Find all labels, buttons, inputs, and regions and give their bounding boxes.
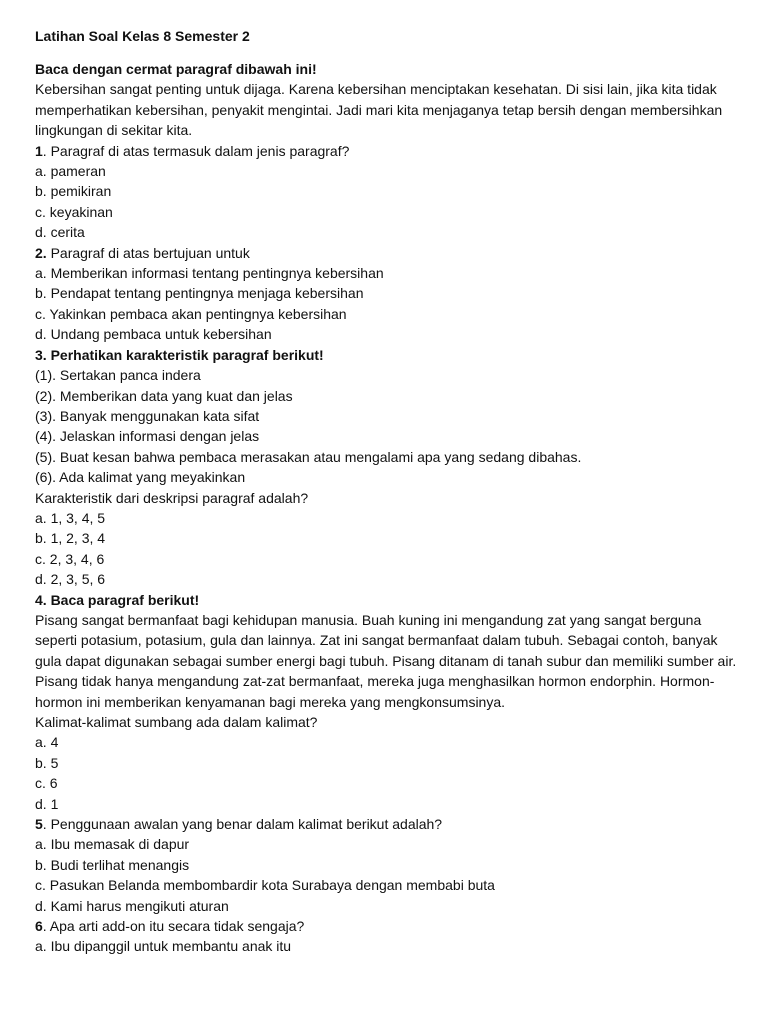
option: a. 1, 3, 4, 5 [35, 509, 106, 526]
option: d. Undang pembaca untuk kebersihan [35, 326, 272, 343]
option: c. 6 [35, 775, 58, 792]
option: a. Ibu dipanggil untuk membantu anak itu [35, 938, 292, 955]
document-title: Latihan Soal Kelas 8 Semester 2 [35, 28, 250, 44]
question-3-prompt: Karakteristik dari deskripsi paragraf adalah? [35, 489, 309, 506]
question-text: . Perhatikan karakteristik paragraf berikut! [42, 346, 324, 363]
option: b. Pendapat tentang pentingnya menjaga kebersihan [35, 285, 364, 302]
question-4 [35, 590, 745, 610]
question-text: Paragraf di atas bertujuan untuk [46, 244, 250, 261]
option: b. pemikiran [35, 183, 112, 200]
option: d. 2, 3, 5, 6 [35, 571, 106, 588]
document-page [35, 26, 745, 957]
characteristic-item: (1). Sertakan panca indera [35, 367, 201, 384]
question-text: . Penggunaan awalan yang benar dalam kalimat berikut adalah? [42, 816, 443, 833]
option: b. Budi terlihat menangis [35, 856, 190, 873]
option: b. 1, 2, 3, 4 [35, 530, 106, 547]
passage-1: Kebersihan sangat penting untuk dijaga. Karena kebersihan menciptakan kesehatan. Di sisi lain, jika kita tidak memperhatikan kebersihan, penyakit mengintai. Jadi mari kita menjaganya tetap bersih dengan membersihkan lingkungan di sekitar kita. [35, 81, 723, 139]
question-number: 3 [35, 346, 43, 363]
characteristic-item: (3). Banyak menggunakan kata sifat [35, 407, 260, 424]
option: c. 2, 3, 4, 6 [35, 550, 105, 567]
question-number: 4 [35, 591, 43, 608]
option: d. 1 [35, 795, 59, 812]
characteristic-item: (6). Ada kalimat yang meyakinkan [35, 469, 246, 486]
question-number: 6 [35, 918, 43, 935]
option: c. Yakinkan pembaca akan pentingnya kebersihan [35, 305, 347, 322]
question-text: . Apa arti add-on itu secara tidak sengaja? [42, 918, 305, 935]
option: a. Ibu memasak di dapur [35, 836, 190, 853]
question-3 [35, 345, 745, 365]
question-number: 2. [35, 244, 47, 261]
option: d. cerita [35, 224, 85, 241]
option: c. keyakinan [35, 203, 113, 220]
question-number: 1 [35, 142, 43, 159]
instruction: Baca dengan cermat paragraf dibawah ini! [35, 61, 317, 77]
question-2 [35, 243, 745, 263]
option: a. 4 [35, 734, 59, 751]
question-1 [35, 141, 745, 161]
option: a. pameran [35, 163, 106, 180]
characteristic-item: (5). Buat kesan bahwa pembaca merasakan atau mengalami apa yang sedang dibahas. [35, 448, 582, 465]
characteristic-item: (2). Memberikan data yang kuat dan jelas [35, 387, 293, 404]
question-text: . Paragraf di atas termasuk dalam jenis paragraf? [42, 142, 350, 159]
option: a. Memberikan informasi tentang pentingnya kebersihan [35, 265, 384, 282]
option: d. Kami harus mengikuti aturan [35, 897, 229, 914]
question-6 [35, 916, 745, 936]
passage-2: Pisang sangat bermanfaat bagi kehidupan manusia. Buah kuning ini mengandung zat yang sangat berguna seperti potasium, potasium, gula dan lainnya. Zat ini sangat bermanfaat dalam tubuh. Sebagai contoh, banyak gula dapat digunakan sebagai sumber energi bagi tubuh. Pisang ditanam di tanah subur dan memiliki sumber air. Pisang tidak hanya mengandung zat-zat bermanfaat, mereka juga menghasilkan hormon endorphin. Hormon-hormon ini memberikan kenyamanan bagi mereka yang mengkonsumsinya. [35, 611, 737, 710]
option: b. 5 [35, 754, 59, 771]
characteristic-item: (4). Jelaskan informasi dengan jelas [35, 428, 260, 445]
option: c. Pasukan Belanda membombardir kota Surabaya dengan membabi buta [35, 877, 495, 894]
question-5 [35, 814, 745, 834]
question-number: 5 [35, 816, 43, 833]
question-text: . Baca paragraf berikut! [42, 591, 200, 608]
question-4-prompt: Kalimat-kalimat sumbang ada dalam kalimat? [35, 714, 318, 730]
